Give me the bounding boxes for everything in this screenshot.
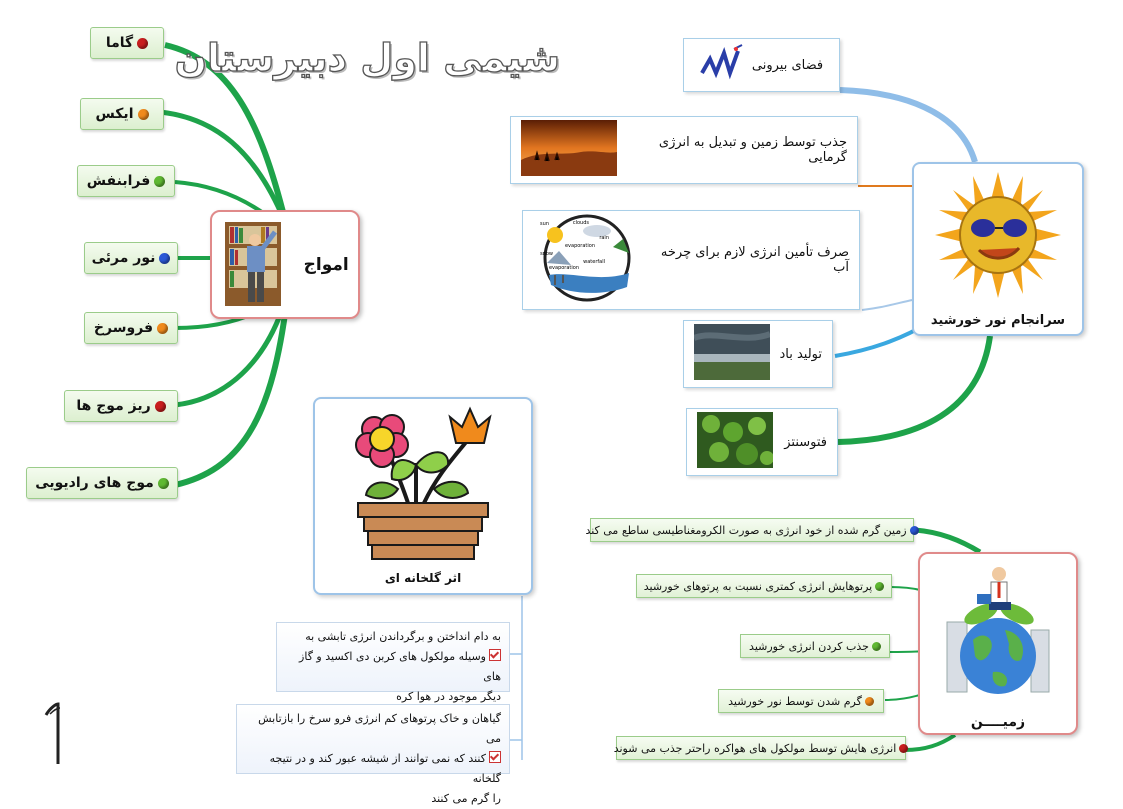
wave-item-gamma: گاما	[90, 27, 164, 59]
svg-text:sun: sun	[540, 221, 549, 227]
svg-text:clouds: clouds	[572, 220, 589, 226]
green-dot-icon	[154, 176, 165, 187]
greenhouse-central-node	[313, 397, 533, 595]
water-cycle-diagram	[529, 213, 645, 307]
wave-item-radio-waves: موج های رادیویی	[26, 467, 178, 499]
red-dot-icon	[137, 38, 148, 49]
wave-item-ultraviolet: فرابنفش	[77, 165, 175, 197]
orange-dot-icon	[157, 323, 168, 334]
orange-dot-icon	[865, 697, 874, 706]
svg-text:evaporation: evaporation	[564, 243, 595, 249]
note-line: را گرم می کنند	[431, 792, 501, 805]
clover-leaves-image	[697, 412, 773, 472]
orange-dot-icon	[138, 109, 149, 120]
bookshelf-illustration	[221, 218, 285, 312]
earth-item-absorbed-by-atmosphere: انرژی هایش توسط مولکول های هواکره راحتر جذب می شوند	[616, 736, 906, 760]
greenhouse-note-trapping	[276, 622, 510, 703]
wave-item-xray: ایکس	[80, 98, 164, 130]
checkbox-icon	[489, 649, 501, 661]
sun-branch-photosynthesis: فتوسنتز	[686, 408, 838, 476]
blue-dot-icon	[910, 526, 919, 535]
note-line: به دام انداختن و برگرداندن انرژی تابشی به	[305, 630, 501, 643]
page-title: شیمی اول دبیرستان	[174, 36, 560, 80]
greenhouse-central-label: اثر گلخانه ای	[384, 571, 462, 585]
blue-dot-icon	[159, 253, 170, 264]
green-dot-icon	[872, 642, 881, 651]
greenhouse-note-infrared	[236, 704, 510, 805]
svg-text:evaporation: evaporation	[548, 265, 579, 271]
earth-central-node	[918, 552, 1078, 735]
waves-central-label: امواج	[303, 254, 349, 275]
sun-branch-water-cycle: صرف تأمین انرژی لازم برای چرخه آب sun clouds evaporation rain evaporation waterfall snow	[522, 210, 860, 310]
note-line: کنند که نمی توانند از شیشه عبور کند و در نتیجه گلخانه	[269, 752, 501, 785]
red-dot-icon	[155, 401, 166, 412]
page-number	[36, 700, 76, 770]
waves-central-node	[210, 210, 360, 319]
storm-clouds-image	[694, 324, 770, 384]
sun-branch-wind: تولید باد	[683, 320, 833, 388]
green-dot-icon	[158, 478, 169, 489]
space-waves-icon	[700, 43, 744, 87]
earth-central-label: زمیــــن	[970, 714, 1026, 730]
svg-text:waterfall: waterfall	[583, 259, 605, 265]
red-dot-icon	[899, 744, 908, 753]
sun-face-icon	[933, 170, 1063, 304]
flower-pot-icon	[338, 403, 508, 567]
earth-item-less-energy: پرتوهایش انرژی کمتری نسبت به پرتوهای خورشید	[636, 574, 892, 598]
globe-businessman-icon	[933, 560, 1063, 714]
earth-item-emits-radiation: زمین گرم شده از خود انرژی به صورت الکرومغناطیسی ساطع می کند	[590, 518, 914, 542]
note-line: گیاهان و خاک پرتوهای کم انرژی فرو سرخ را بازتابش می	[258, 712, 501, 745]
wave-item-infrared: فروسرخ	[84, 312, 178, 344]
checkbox-icon	[489, 751, 501, 763]
wave-item-visible-light: نور مرئی	[84, 242, 178, 274]
note-line: وسیله مولکول های کربن دی اکسید و گاز های	[299, 650, 501, 683]
sun-central-node	[912, 162, 1084, 336]
svg-text:rain: rain	[599, 235, 609, 241]
sun-branch-absorb-heat: جذب توسط زمین و تبدیل به انرژی گرمایی	[510, 116, 858, 184]
sun-branch-outer-space: فضای بیرونی	[683, 38, 840, 92]
earth-item-warmed-by-sun: گرم شدن توسط نور خورشید	[718, 689, 884, 713]
earth-item-absorb-sun-energy: جذب کردن انرژی خورشید	[740, 634, 890, 658]
note-line: دیگر موجود در هوا کره	[396, 690, 501, 703]
desert-sunset-image	[521, 120, 617, 180]
green-dot-icon	[875, 582, 884, 591]
svg-text:1: 1	[36, 700, 37, 701]
svg-text:snow: snow	[540, 251, 553, 257]
sun-central-label: سرانجام نور خورشید	[930, 313, 1066, 328]
wave-item-microwaves: ریز موج ها	[64, 390, 178, 422]
